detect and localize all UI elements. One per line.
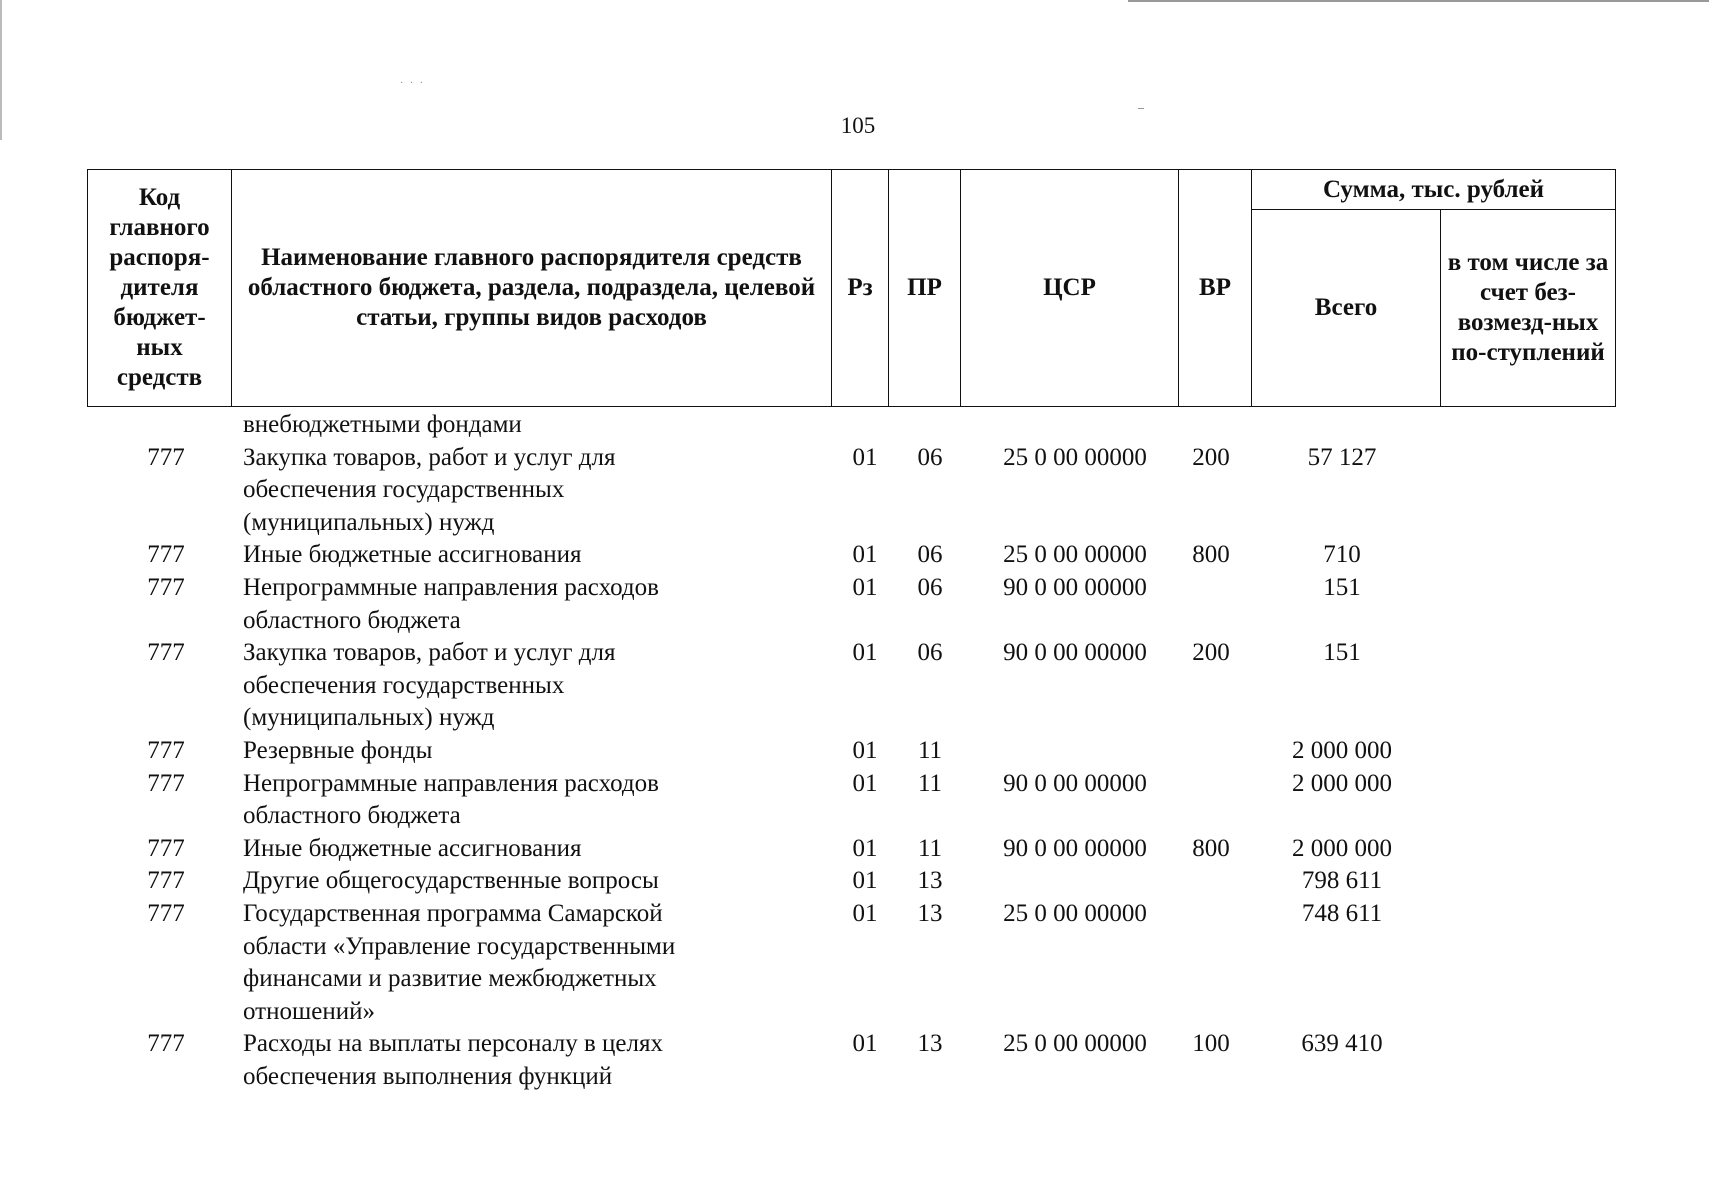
cell-vr [1175,898,1247,1028]
table-header [87,169,1616,407]
cell-name [243,572,833,637]
cell-rz: 01 [852,1030,878,1058]
cell-name [243,539,833,572]
cell-pr: 06 [917,639,943,667]
table-row [0,1028,1709,1093]
cell-name-line: Непрограммные направления расходов [243,573,659,601]
cell-name-line: областного бюджета [243,802,461,830]
table-row [0,898,1709,1028]
cell-code: 777 [147,834,185,862]
cell-total [1247,409,1437,442]
cell-name-line: Иные бюджетные ассигнования [243,541,582,569]
cell-code: 777 [147,443,185,471]
cell-name-line: обеспечения выполнения функций [243,1062,613,1090]
scan-noise: · · · [400,78,425,89]
cell-name [243,442,833,540]
cell-name [243,898,833,1028]
cell-code: 777 [147,769,185,797]
cell-csr: 25 0 00 00000 [1003,541,1147,569]
table-row [0,442,1709,540]
cell-rz: 01 [852,639,878,667]
table-row [0,865,1709,898]
header-rz: Рз [832,170,889,407]
header-free-receipts: в том числе за счет без-возмезд-ных по-ступлений [1441,210,1616,407]
cell-total: 57 127 [1307,443,1377,471]
cell-vr [1175,768,1247,833]
header-total: Всего [1252,210,1441,407]
cell-pr [897,409,963,442]
cell-pr: 11 [917,769,943,797]
cell-total: 748 611 [1301,899,1383,927]
cell-rz: 01 [852,736,878,764]
cell-name [243,1028,833,1093]
cell-code: 777 [147,867,185,895]
cell-total: 2 000 000 [1292,736,1392,764]
cell-vr [1175,735,1247,768]
header-vr: ВР [1179,170,1252,407]
cell-csr: 90 0 00 00000 [1003,639,1147,667]
cell-csr [975,409,1175,442]
cell-name [243,409,833,442]
cell-total: 2 000 000 [1292,769,1392,797]
cell-name-line: (муниципальных) нужд [243,508,495,536]
header-code: Код главного распоря-дителя бюджет-ных средств [88,170,232,407]
table-row [0,572,1709,637]
cell-pr: 13 [917,867,943,895]
cell-vr: 200 [1192,443,1230,471]
scan-edge-top [1128,0,1709,2]
cell-name-line: (муниципальных) нужд [243,704,495,732]
cell-vr [1175,409,1247,442]
cell-code: 777 [147,736,185,764]
table-row [0,833,1709,866]
cell-rz: 01 [852,443,878,471]
cell-vr: 800 [1192,541,1230,569]
cell-name-line: областного бюджета [243,606,461,634]
cell-vr: 200 [1192,639,1230,667]
cell-vr [1175,865,1247,898]
cell-total: 798 611 [1301,867,1383,895]
table-row [0,409,1709,442]
cell-pr: 06 [917,541,943,569]
cell-rz: 01 [852,834,878,862]
cell-rz [833,409,897,442]
cell-vr: 800 [1192,834,1230,862]
table-row [0,768,1709,833]
cell-code: 777 [147,541,185,569]
cell-code [0,409,237,442]
cell-csr: 90 0 00 00000 [1003,769,1147,797]
cell-rz: 01 [852,769,878,797]
cell-name-line: Иные бюджетные ассигнования [243,834,582,862]
cell-csr [975,735,1175,768]
cell-pr: 11 [917,736,943,764]
cell-name [243,735,833,768]
cell-total: 2 000 000 [1292,834,1392,862]
cell-name-line: Государственная программа Самарской [243,899,663,927]
cell-csr [975,865,1175,898]
table-row [0,735,1709,768]
cell-code: 777 [147,899,185,927]
table-body [0,409,1709,1093]
cell-pr: 11 [917,834,943,862]
cell-rz: 01 [852,867,878,895]
cell-csr: 25 0 00 00000 [1003,1030,1147,1058]
cell-name-line: обеспечения государственных [243,671,565,699]
header-csr: ЦСР [961,170,1179,407]
cell-code: 777 [147,573,185,601]
cell-name [243,833,833,866]
cell-rz: 01 [852,541,878,569]
cell-name-line: отношений» [243,997,375,1025]
header-pr: ПР [889,170,961,407]
cell-csr: 25 0 00 00000 [1003,443,1147,471]
cell-csr: 25 0 00 00000 [1003,899,1147,927]
cell-name-line: Резервные фонды [243,736,433,764]
cell-code: 777 [147,1030,185,1058]
scan-edge-left [0,0,2,140]
cell-name-line: обеспечения государственных [243,476,565,504]
cell-vr [1175,572,1247,637]
scan-noise-dash [1138,108,1144,109]
cell-rz: 01 [852,899,878,927]
cell-name [243,865,833,898]
page-number: 105 [840,113,876,138]
cell-pr: 06 [917,573,943,601]
cell-name-line: Другие общегосударственные вопросы [243,867,659,895]
cell-total: 710 [1323,541,1361,569]
cell-pr: 13 [917,899,943,927]
cell-pr: 13 [917,1030,943,1058]
cell-name [243,637,833,735]
cell-total: 639 410 [1301,1030,1383,1058]
header-name: Наименование главного распорядителя средств областного бюджета, раздела, подраздела, целевой статьи, группы видов расходов [232,170,832,407]
cell-csr: 90 0 00 00000 [1003,834,1147,862]
cell-name-line: внебюджетными фондами [243,411,522,438]
cell-code: 777 [147,639,185,667]
cell-csr: 90 0 00 00000 [1003,573,1147,601]
cell-total: 151 [1323,639,1361,667]
cell-name-line: финансами и развитие межбюджетных [243,965,657,993]
cell-vr: 100 [1192,1030,1230,1058]
cell-name [243,768,833,833]
cell-name-line: Закупка товаров, работ и услуг для [243,443,616,471]
table-row [0,637,1709,735]
header-sum-group: Сумма, тыс. рублей [1252,170,1616,210]
cell-name-line: Закупка товаров, работ и услуг для [243,639,616,667]
cell-rz: 01 [852,573,878,601]
cell-name-line: Расходы на выплаты персоналу в целях [243,1030,663,1058]
table-row [0,539,1709,572]
cell-name-line: области «Управление государственными [243,932,676,960]
cell-name-line: Непрограммные направления расходов [243,769,659,797]
cell-total: 151 [1323,573,1361,601]
cell-pr: 06 [917,443,943,471]
